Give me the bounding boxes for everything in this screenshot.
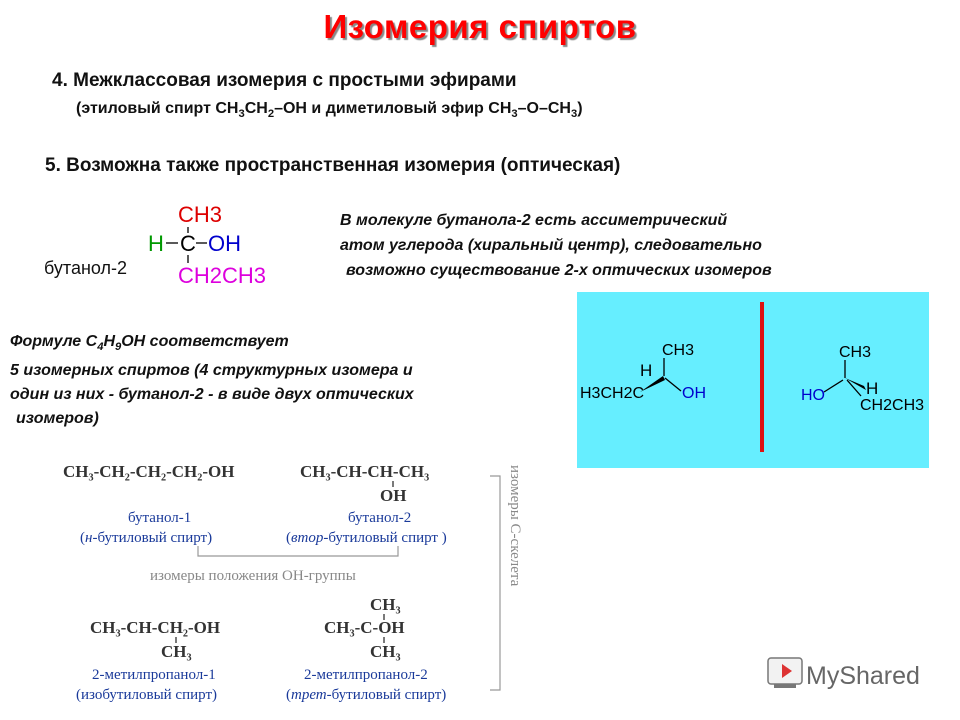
- methylpropanol-2-bottom: CH₃: [370, 642, 401, 661]
- methylpropanol-1-name: 2-метилпропанол-1: [92, 667, 216, 683]
- butanol-1-formula: CH₃-CH₂-CH₂-CH₂-OH: [63, 462, 235, 481]
- right-ch3: CH3: [839, 344, 872, 361]
- formula-note-line-3: один из них - бутанол-2 - в виде двух оптических: [10, 386, 414, 404]
- butanol-2-formula: CH₃-CH-CH-CH₃: [300, 462, 430, 481]
- formula-note-line-2: 5 изомерных спиртов (4 структурных изомера и: [10, 362, 413, 380]
- right-h: H: [866, 379, 879, 398]
- myshared-logo: [760, 650, 960, 700]
- chirality-note-line-3: возможно существование 2-х оптических изомеров: [346, 262, 772, 279]
- section-4-example: (этиловый спирт $CH_3CH_2-OH$ и диметиловый эфир $CH_3-O-CH_3$): [76, 100, 583, 121]
- butanol-1-name: бутанол-1: [128, 510, 192, 526]
- left-h3ch2c: H3CH2C: [580, 385, 645, 402]
- right-ch2ch3: CH2CH3: [860, 397, 925, 414]
- optical-isomers-panel: [577, 292, 929, 468]
- methylpropanol-1-trivial: (изобутиловый спирт): [76, 687, 217, 703]
- methylpropanol-2-top: CH₃: [370, 595, 401, 614]
- methylpropanol-2-formula: CH₃-C-OH: [324, 618, 405, 637]
- section-5-heading: 5. Возможна также пространственная изомерия (оптическая): [45, 155, 621, 176]
- butanol-2-structure: [140, 195, 300, 295]
- butanol-1-trivial: (н-бутиловый спирт): [80, 530, 213, 546]
- formula-note-line-4: изомеров): [16, 410, 99, 428]
- myshared-logo-icon: [768, 658, 802, 688]
- chirality-note-line-1: В молекуле бутанола-2 есть ассиметрический: [340, 212, 728, 229]
- skeleton-isomers-label: изомеры С-скелета: [507, 465, 523, 587]
- position-isomers-label: изомеры положения ОН-группы: [150, 568, 356, 584]
- myshared-logo-text: MyShared: [806, 662, 920, 690]
- left-oh: OH: [682, 385, 706, 402]
- butanol-2-label: бутанол-2: [44, 258, 128, 278]
- methylpropanol-2-trivial: (трет-бутиловый спирт): [286, 687, 447, 703]
- methylpropanol-1-branch: CH₃: [161, 642, 192, 661]
- structural-isomers-diagram: [58, 450, 548, 720]
- right-ho: HO: [801, 387, 825, 404]
- section-4-heading: 4. Межклассовая изомерия с простыми эфирами: [52, 70, 517, 91]
- butanol-2-carbon: C: [180, 231, 196, 256]
- chirality-note-line-2: атом углерода (хиральный центр), следовательно: [340, 237, 762, 254]
- butanol-2-h: H: [148, 231, 164, 256]
- chirality-note: [340, 208, 772, 283]
- butanol-2-oh: OH: [208, 231, 241, 256]
- formula-note: [10, 330, 414, 431]
- butanol-2-bottom-group: CH2CH3: [178, 263, 267, 288]
- left-ch3: CH3: [662, 342, 695, 359]
- page-title: Изомерия спиртов: [323, 8, 637, 45]
- methylpropanol-1-formula: CH₃-CH-CH₂-OH: [90, 618, 221, 637]
- optical-isomers-drawing: [577, 292, 929, 468]
- butanol-2-name: бутанол-2: [348, 510, 412, 526]
- methylpropanol-2-name: 2-метилпропанол-2: [304, 667, 428, 683]
- formula-note-line-1: Формуле $C_4H_9OH$ соответствует: [10, 333, 289, 354]
- butanol-2-trivial: (втор-бутиловый спирт ): [286, 530, 447, 546]
- butanol-2-top-group: CH3: [178, 202, 223, 227]
- butanol-2-oh-group: OH: [380, 486, 407, 505]
- left-h: H: [640, 361, 653, 380]
